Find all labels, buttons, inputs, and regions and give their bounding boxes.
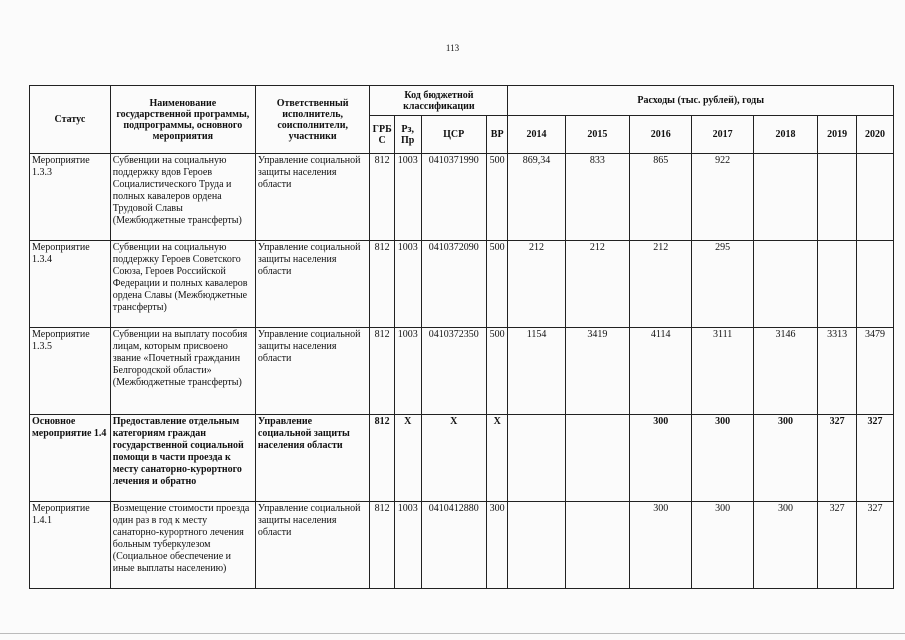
row-value-2015 <box>565 415 629 502</box>
row-rzpr: 1003 <box>394 328 421 415</box>
row-vr: 500 <box>486 154 508 241</box>
row-name: Возмещение стоимости проезда один раз в год к месту санаторно-курортного лечения больным туберкулезом (Социальное обеспечение и иные выплаты населению) <box>110 502 255 589</box>
table-row <box>30 241 894 328</box>
row-value-2015 <box>565 502 629 589</box>
row-value-2018 <box>753 154 817 241</box>
row-grbs: 812 <box>370 241 395 328</box>
row-value-2016: 300 <box>630 502 692 589</box>
row-vr: 500 <box>486 241 508 328</box>
row-value-2015: 212 <box>565 241 629 328</box>
row-status: Мероприятие 1.3.3 <box>30 154 111 241</box>
header-csr: ЦСР <box>421 116 486 154</box>
row-grbs: 812 <box>370 415 395 502</box>
header-name: Наименование государственной программы, подпрограммы, основного мероприятия <box>110 86 255 154</box>
header-year: 2018 <box>753 116 817 154</box>
row-executor: Управление социальной защиты населения области <box>255 241 369 328</box>
row-name: Субвенции на социальную поддержку вдов Героев Социалистического Труда и полных кавалеров ордена Трудовой Славы (Межбюджетные трансферты) <box>110 154 255 241</box>
row-value-2017: 295 <box>692 241 753 328</box>
row-executor: Управление социальной защиты населения области <box>255 328 369 415</box>
row-executor: Управление социальной защиты населения области <box>255 154 369 241</box>
row-value-2020: 327 <box>856 502 893 589</box>
row-value-2018: 300 <box>753 502 817 589</box>
row-value-2015: 833 <box>565 154 629 241</box>
row-grbs: 812 <box>370 502 395 589</box>
row-value-2016: 4114 <box>630 328 692 415</box>
row-name: Субвенции на выплату пособия лицам, которым присвоено звание «Почетный гражданин Белгородской области» (Межбюджетные трансферты) <box>110 328 255 415</box>
header-budget-code: Код бюджетной классификации <box>370 86 508 116</box>
header-status: Статус <box>30 86 111 154</box>
row-value-2020 <box>856 154 893 241</box>
header-grbs: ГРБ С <box>370 116 395 154</box>
row-csr: Х <box>421 415 486 502</box>
row-value-2017: 922 <box>692 154 753 241</box>
row-value-2019 <box>818 241 857 328</box>
row-status: Мероприятие 1.3.4 <box>30 241 111 328</box>
row-status: Мероприятие 1.4.1 <box>30 502 111 589</box>
row-value-2019 <box>818 154 857 241</box>
row-name: Субвенции на социальную поддержку Героев Советского Союза, Героев Российской Федерации и полных кавалеров ордена Славы (Межбюджетные трансферты) <box>110 241 255 328</box>
header-vr: ВР <box>486 116 508 154</box>
row-value-2017: 3111 <box>692 328 753 415</box>
row-csr: 0410371990 <box>421 154 486 241</box>
row-value-2018: 300 <box>753 415 817 502</box>
header-year: 2020 <box>856 116 893 154</box>
row-value-2017: 300 <box>692 415 753 502</box>
row-csr: 0410412880 <box>421 502 486 589</box>
row-value-2016: 865 <box>630 154 692 241</box>
page-bottom-divider <box>0 633 905 634</box>
row-value-2016: 212 <box>630 241 692 328</box>
header-year: 2017 <box>692 116 753 154</box>
table-row <box>30 328 894 415</box>
row-value-2020 <box>856 241 893 328</box>
row-value-2014: 212 <box>508 241 565 328</box>
row-grbs: 812 <box>370 154 395 241</box>
row-rzpr: Х <box>394 415 421 502</box>
row-value-2018: 3146 <box>753 328 817 415</box>
page-number: 113 <box>445 43 460 53</box>
header-executor: Ответственный исполнитель, соисполнители, участники <box>255 86 369 154</box>
row-executor: Управление социальной защиты населения области <box>255 415 369 502</box>
row-value-2019: 327 <box>818 415 857 502</box>
table-row <box>30 502 894 589</box>
row-value-2014 <box>508 415 565 502</box>
row-value-2019: 3313 <box>818 328 857 415</box>
row-value-2017: 300 <box>692 502 753 589</box>
header-expenses: Расходы (тыс. рублей), годы <box>508 86 894 116</box>
header-year: 2015 <box>565 116 629 154</box>
row-value-2014: 1154 <box>508 328 565 415</box>
row-value-2014: 869,34 <box>508 154 565 241</box>
row-vr: Х <box>486 415 508 502</box>
row-vr: 500 <box>486 328 508 415</box>
row-value-2014 <box>508 502 565 589</box>
row-executor: Управление социальной защиты населения области <box>255 502 369 589</box>
table-row <box>30 154 894 241</box>
row-rzpr: 1003 <box>394 502 421 589</box>
header-year: 2019 <box>818 116 857 154</box>
row-rzpr: 1003 <box>394 154 421 241</box>
row-value-2015: 3419 <box>565 328 629 415</box>
row-status: Основное мероприятие 1.4 <box>30 415 111 502</box>
row-value-2016: 300 <box>630 415 692 502</box>
header-year: 2014 <box>508 116 565 154</box>
table-row <box>30 415 894 502</box>
row-rzpr: 1003 <box>394 241 421 328</box>
row-name: Предоставление отдельным категориям граждан государственной социальной помощи в части проезда к месту санаторно-курортного лечения и обратно <box>110 415 255 502</box>
row-status: Мероприятие 1.3.5 <box>30 328 111 415</box>
row-value-2019: 327 <box>818 502 857 589</box>
row-csr: 0410372350 <box>421 328 486 415</box>
row-vr: 300 <box>486 502 508 589</box>
row-value-2020: 3479 <box>856 328 893 415</box>
row-csr: 0410372090 <box>421 241 486 328</box>
row-grbs: 812 <box>370 328 395 415</box>
row-value-2020: 327 <box>856 415 893 502</box>
budget-table <box>29 85 894 589</box>
row-value-2018 <box>753 241 817 328</box>
header-rzpr: Рз, Пр <box>394 116 421 154</box>
header-year: 2016 <box>630 116 692 154</box>
